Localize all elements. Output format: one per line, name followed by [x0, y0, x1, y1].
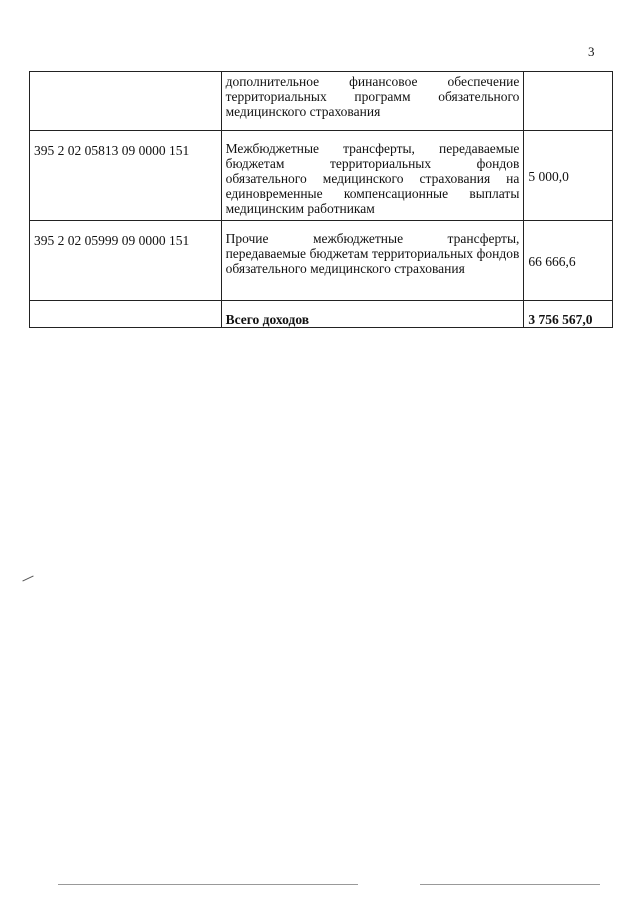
total-amount: 3 756 567,0: [524, 301, 613, 328]
amount-cell: 5 000,0: [524, 131, 613, 221]
page-number: 3: [588, 44, 595, 59]
revenue-name-cell: Прочие межбюджетные трансферты, передаваемые бюджетам территориальных фондов обязательного медицинского страхования: [221, 221, 524, 301]
budget-code-cell: [30, 72, 222, 131]
scan-artifact-mark: [22, 576, 33, 582]
amount-cell: [524, 72, 613, 131]
budget-code-cell: 395 2 02 05999 09 0000 151: [30, 221, 222, 301]
scan-artifact-line: [420, 884, 600, 885]
scan-artifact-line: [58, 884, 358, 885]
table-row: [30, 131, 613, 221]
total-label: Всего доходов: [221, 301, 524, 328]
table-row: [30, 221, 613, 301]
revenue-table: [29, 71, 613, 328]
revenue-name-cell: Межбюджетные трансферты, передаваемые бюджетам территориальных фондов обязательного медицинского страхования на единовременные компенсационные выплаты медицинским работникам: [221, 131, 524, 221]
budget-code-cell: 395 2 02 05813 09 0000 151: [30, 131, 222, 221]
table-row: [30, 72, 613, 131]
total-row: [30, 301, 613, 328]
amount-cell: 66 666,6: [524, 221, 613, 301]
revenue-name-cell: дополнительное финансовое обеспечение территориальных программ обязательного медицинского страхования: [221, 72, 524, 131]
total-code-cell: [30, 301, 222, 328]
